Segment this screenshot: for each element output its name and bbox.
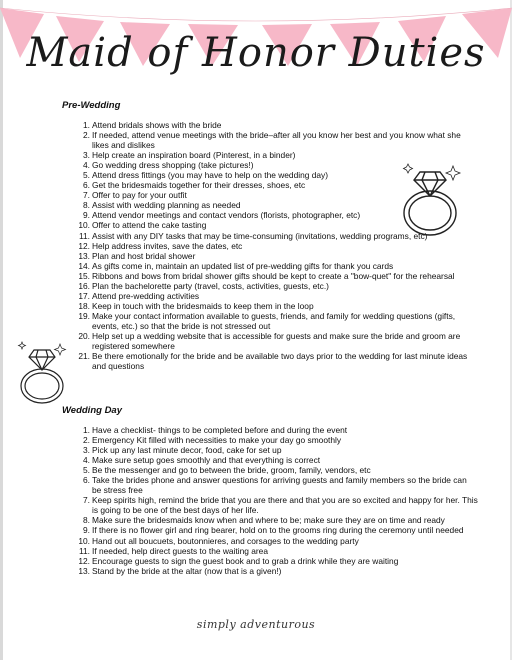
list-item [78,311,478,331]
list-item-number: 3. [83,150,90,161]
list-item-number: 12. [78,240,90,251]
list-item-text: Attend vendor meetings and contact vendors (florists, photographer, etc) [92,210,361,221]
list-item-text: Pick up any last minute decor, food, cake for set up [92,445,282,456]
list-item-text: Attend pre-wedding activities [92,290,200,301]
list-item-number: 9. [83,210,90,221]
list-item [78,301,478,311]
list-item-text: Help create an inspiration board (Pinterest, in a binder) [92,150,296,161]
list-item-text: Ribbons and bows from bridal shower gifts should be kept to create a "bow-quet" for the rehearsal [92,270,455,281]
list-item-number: 14. [78,260,90,271]
list-item-text: Assist with any DIY tasks that may be time-consuming (invitations, wedding programs, etc) [92,230,428,241]
list-item [78,281,478,291]
list-item-number: 16. [78,280,90,291]
list-item-number: 2. [83,130,90,141]
list-item [78,261,478,271]
diamond-ring-icon [16,338,72,408]
list-item-text: Offer to attend the cake tasting [92,220,207,231]
list-item-text: If needed, help direct guests to the waiting area [92,545,268,556]
list-item [78,455,478,465]
list-item [78,465,478,475]
list-item-number: 21. [78,351,90,362]
list-item [78,120,478,130]
list-item-number: 4. [83,160,90,171]
list-item-text: Stand by the bride at the altar (now that is a given!) [92,565,282,576]
list-item-text: Offer to pay for your outfit [92,190,187,201]
list-item [78,241,478,251]
list-item-number: 20. [78,330,90,341]
list-item [78,515,478,525]
list-item [78,291,478,301]
list-item-text: Attend bridals shows with the bride [92,120,222,130]
list-item-number: 1. [83,120,90,130]
list-item-text: Emergency Kit filled with necessities to make your day go smoothly [92,435,342,446]
list-item-text: Keep spirits high, remind the bride that you are there and that you are so excited and happy for her. This is going to be one of the best days of her life. [92,495,478,516]
list-item-text: Help address invites, save the dates, etc [92,240,243,251]
list-item [78,425,478,435]
section-heading-pre-wedding: Pre-Wedding [62,100,121,111]
list-item [78,495,478,515]
list-item [78,475,478,495]
list-item-number: 8. [83,515,90,526]
list-item-number: 4. [83,455,90,466]
list-item-number: 7. [83,495,90,506]
list-item-number: 15. [78,270,90,281]
list-item [78,536,478,546]
list-item-number: 13. [78,250,90,261]
list-item-text: If needed, attend venue meetings with the bride–after all you know her best and you know what she likes and dislikes [92,130,461,151]
list-item-text: Have a checklist- things to be completed before and during the event [92,425,348,435]
list-item-text: Be the messenger and go to between the bride, groom, family, vendors, etc [92,465,371,476]
list-item-text: As gifts come in, maintain an updated list of pre-wedding gifts for thank you cards [92,260,394,271]
list-item-number: 10. [78,220,90,231]
list-item-number: 8. [83,200,90,211]
list-item-number: 11. [78,545,90,556]
list-item-text: Attend dress fittings (you may have to help on the wedding day) [92,170,329,181]
list-item-text: Make sure setup goes smoothly and that everything is correct [92,455,321,466]
list-item-text: Go wedding dress shopping (take pictures!) [92,160,254,171]
list-item-number: 6. [83,475,90,486]
list-item-text: Plan the bachelorette party (travel, costs, activities, guests, etc.) [92,280,329,291]
list-item-number: 11. [78,230,90,241]
list-item-number: 19. [78,310,90,321]
brand-logo: simply adventurous [196,618,316,631]
list-item [78,130,478,150]
list-item-text: Get the bridesmaids together for their dresses, shoes, etc [92,180,306,191]
list-item-text: Encourage guests to sign the guest book and to grab a drink while they are waiting [92,555,399,566]
list-item-number: 7. [83,190,90,201]
list-item [78,331,478,351]
list-item [78,525,478,535]
list-item-number: 18. [78,300,90,311]
list-item [78,556,478,566]
list-item-text: Help set up a wedding website that is accessible for guests and make sure the bride and groom are registered somewhere [92,330,461,352]
page-title: Maid of Honor Duties [26,30,486,76]
list-item-number: 17. [78,290,90,301]
list-item-text: Plan and host bridal shower [92,250,196,261]
list-item-number: 3. [83,445,90,456]
list-item-number: 5. [83,465,90,476]
list-item-number: 2. [83,435,90,446]
list-item [78,251,478,261]
list-item-number: 13. [78,565,90,576]
page-edge [0,0,3,660]
list-item-number: 5. [83,170,90,181]
list-item [78,435,478,445]
list-item-text: Keep in touch with the bridesmaids to keep them in the loop [92,300,314,311]
list-item-number: 12. [78,555,90,566]
list-item-number: 1. [83,425,90,435]
list-item [78,566,478,576]
list-item [78,546,478,556]
list-item-text: Be there emotionally for the bride and be available two days prior to the wedding for last minute ideas and questions [92,351,468,372]
list-item [78,445,478,455]
list-item-text: Assist with wedding planning as needed [92,200,241,211]
wedding-day-list [78,425,478,576]
list-item [78,271,478,281]
list-item-text: Make sure the bridesmaids know when and where to be; make sure they are on time and ready [92,515,445,526]
list-item-text: Make your contact information available to guests, friends, and family for wedding questions (gifts, events, etc.) so that the bride is not stressed out [92,310,456,331]
section-heading-wedding-day: Wedding Day [62,405,122,416]
list-item-number: 6. [83,180,90,191]
list-item-text: Take the brides phone and answer questions for arriving guests and family members so the bride can be stress free [92,475,467,496]
list-item-number: 10. [78,535,90,546]
diamond-ring-icon [398,158,468,240]
list-item [78,351,478,371]
list-item-text: If there is no flower girl and ring bearer, hold on to the grooms ring during the ceremony until needed [92,525,464,536]
list-item-number: 9. [83,525,90,536]
list-item-text: Hand out all boucuets, boutonnieres, and corsages to the wedding party [92,535,359,546]
